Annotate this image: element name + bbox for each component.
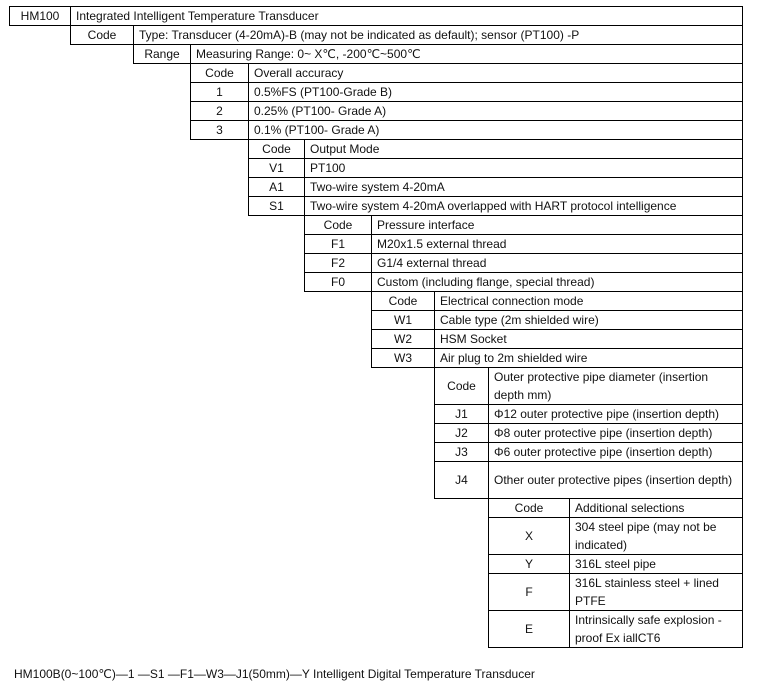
- code-cell: Code: [70, 25, 134, 45]
- code-cell: 2: [190, 101, 249, 121]
- code-cell: S1: [248, 196, 305, 216]
- model-example: HM100B(0~100℃)—1 —S1 —F1—W3—J1(50mm)—Y Intelligent Digital Temperature Transducer: [14, 667, 535, 681]
- code-cell: W3: [371, 348, 435, 368]
- description-cell: Type: Transducer (4-20mA)-B (may not be indicated as default); sensor (PT100) -P: [133, 25, 743, 45]
- code-cell: X: [488, 517, 570, 555]
- description-cell: Outer protective pipe diameter (insertion depth mm): [488, 367, 743, 405]
- code-cell: E: [488, 610, 570, 648]
- code-cell: 1: [190, 82, 249, 102]
- description-cell: Overall accuracy: [248, 63, 743, 83]
- description-cell: 0.25% (PT100- Grade A): [248, 101, 743, 121]
- description-cell: G1/4 external thread: [371, 253, 743, 273]
- description-cell: Other outer protective pipes (insertion depth): [488, 461, 743, 499]
- code-cell: 3: [190, 120, 249, 140]
- code-cell: J1: [434, 404, 489, 424]
- model-code-cell: HM100: [9, 6, 71, 26]
- description-cell: 316L steel pipe: [569, 554, 743, 574]
- description-cell: Custom (including flange, special thread): [371, 272, 743, 292]
- description-cell: 304 steel pipe (may not be indicated): [569, 517, 743, 555]
- description-cell: Cable type (2m shielded wire): [434, 310, 743, 330]
- code-cell: Code: [434, 367, 489, 405]
- code-cell: Y: [488, 554, 570, 574]
- code-cell: F1: [304, 234, 372, 254]
- description-cell: Φ12 outer protective pipe (insertion depth): [488, 404, 743, 424]
- description-cell: 0.1% (PT100- Grade A): [248, 120, 743, 140]
- description-cell: Φ8 outer protective pipe (insertion depth): [488, 423, 743, 443]
- description-cell: M20x1.5 external thread: [371, 234, 743, 254]
- description-cell: Air plug to 2m shielded wire: [434, 348, 743, 368]
- description-cell: Pressure interface: [371, 215, 743, 235]
- code-cell: Code: [488, 498, 570, 518]
- description-cell: Output Mode: [304, 139, 743, 159]
- code-cell: J4: [434, 461, 489, 499]
- model-title-cell: Integrated Intelligent Temperature Transducer: [70, 6, 743, 26]
- description-cell: Electrical connection mode: [434, 291, 743, 311]
- description-cell: PT100: [304, 158, 743, 178]
- description-cell: Additional selections: [569, 498, 743, 518]
- code-cell: A1: [248, 177, 305, 197]
- description-cell: Intrinsically safe explosion - proof Ex iallCT6: [569, 610, 743, 648]
- code-cell: Code: [190, 63, 249, 83]
- description-cell: Measuring Range: 0~ X℃, -200℃~500℃: [190, 44, 743, 64]
- description-cell: 316L stainless steel + lined PTFE: [569, 573, 743, 611]
- code-cell: J2: [434, 423, 489, 443]
- description-cell: 0.5%FS (PT100-Grade B): [248, 82, 743, 102]
- code-cell: F0: [304, 272, 372, 292]
- code-cell: W1: [371, 310, 435, 330]
- description-cell: HSM Socket: [434, 329, 743, 349]
- code-cell: F: [488, 573, 570, 611]
- description-cell: Φ6 outer protective pipe (insertion depth): [488, 442, 743, 462]
- code-cell: F2: [304, 253, 372, 273]
- code-cell: Range: [133, 44, 191, 64]
- code-cell: Code: [371, 291, 435, 311]
- code-cell: J3: [434, 442, 489, 462]
- code-cell: V1: [248, 158, 305, 178]
- code-cell: Code: [304, 215, 372, 235]
- code-cell: Code: [248, 139, 305, 159]
- code-cell: W2: [371, 329, 435, 349]
- description-cell: Two-wire system 4-20mA overlapped with HART protocol intelligence: [304, 196, 743, 216]
- description-cell: Two-wire system 4-20mA: [304, 177, 743, 197]
